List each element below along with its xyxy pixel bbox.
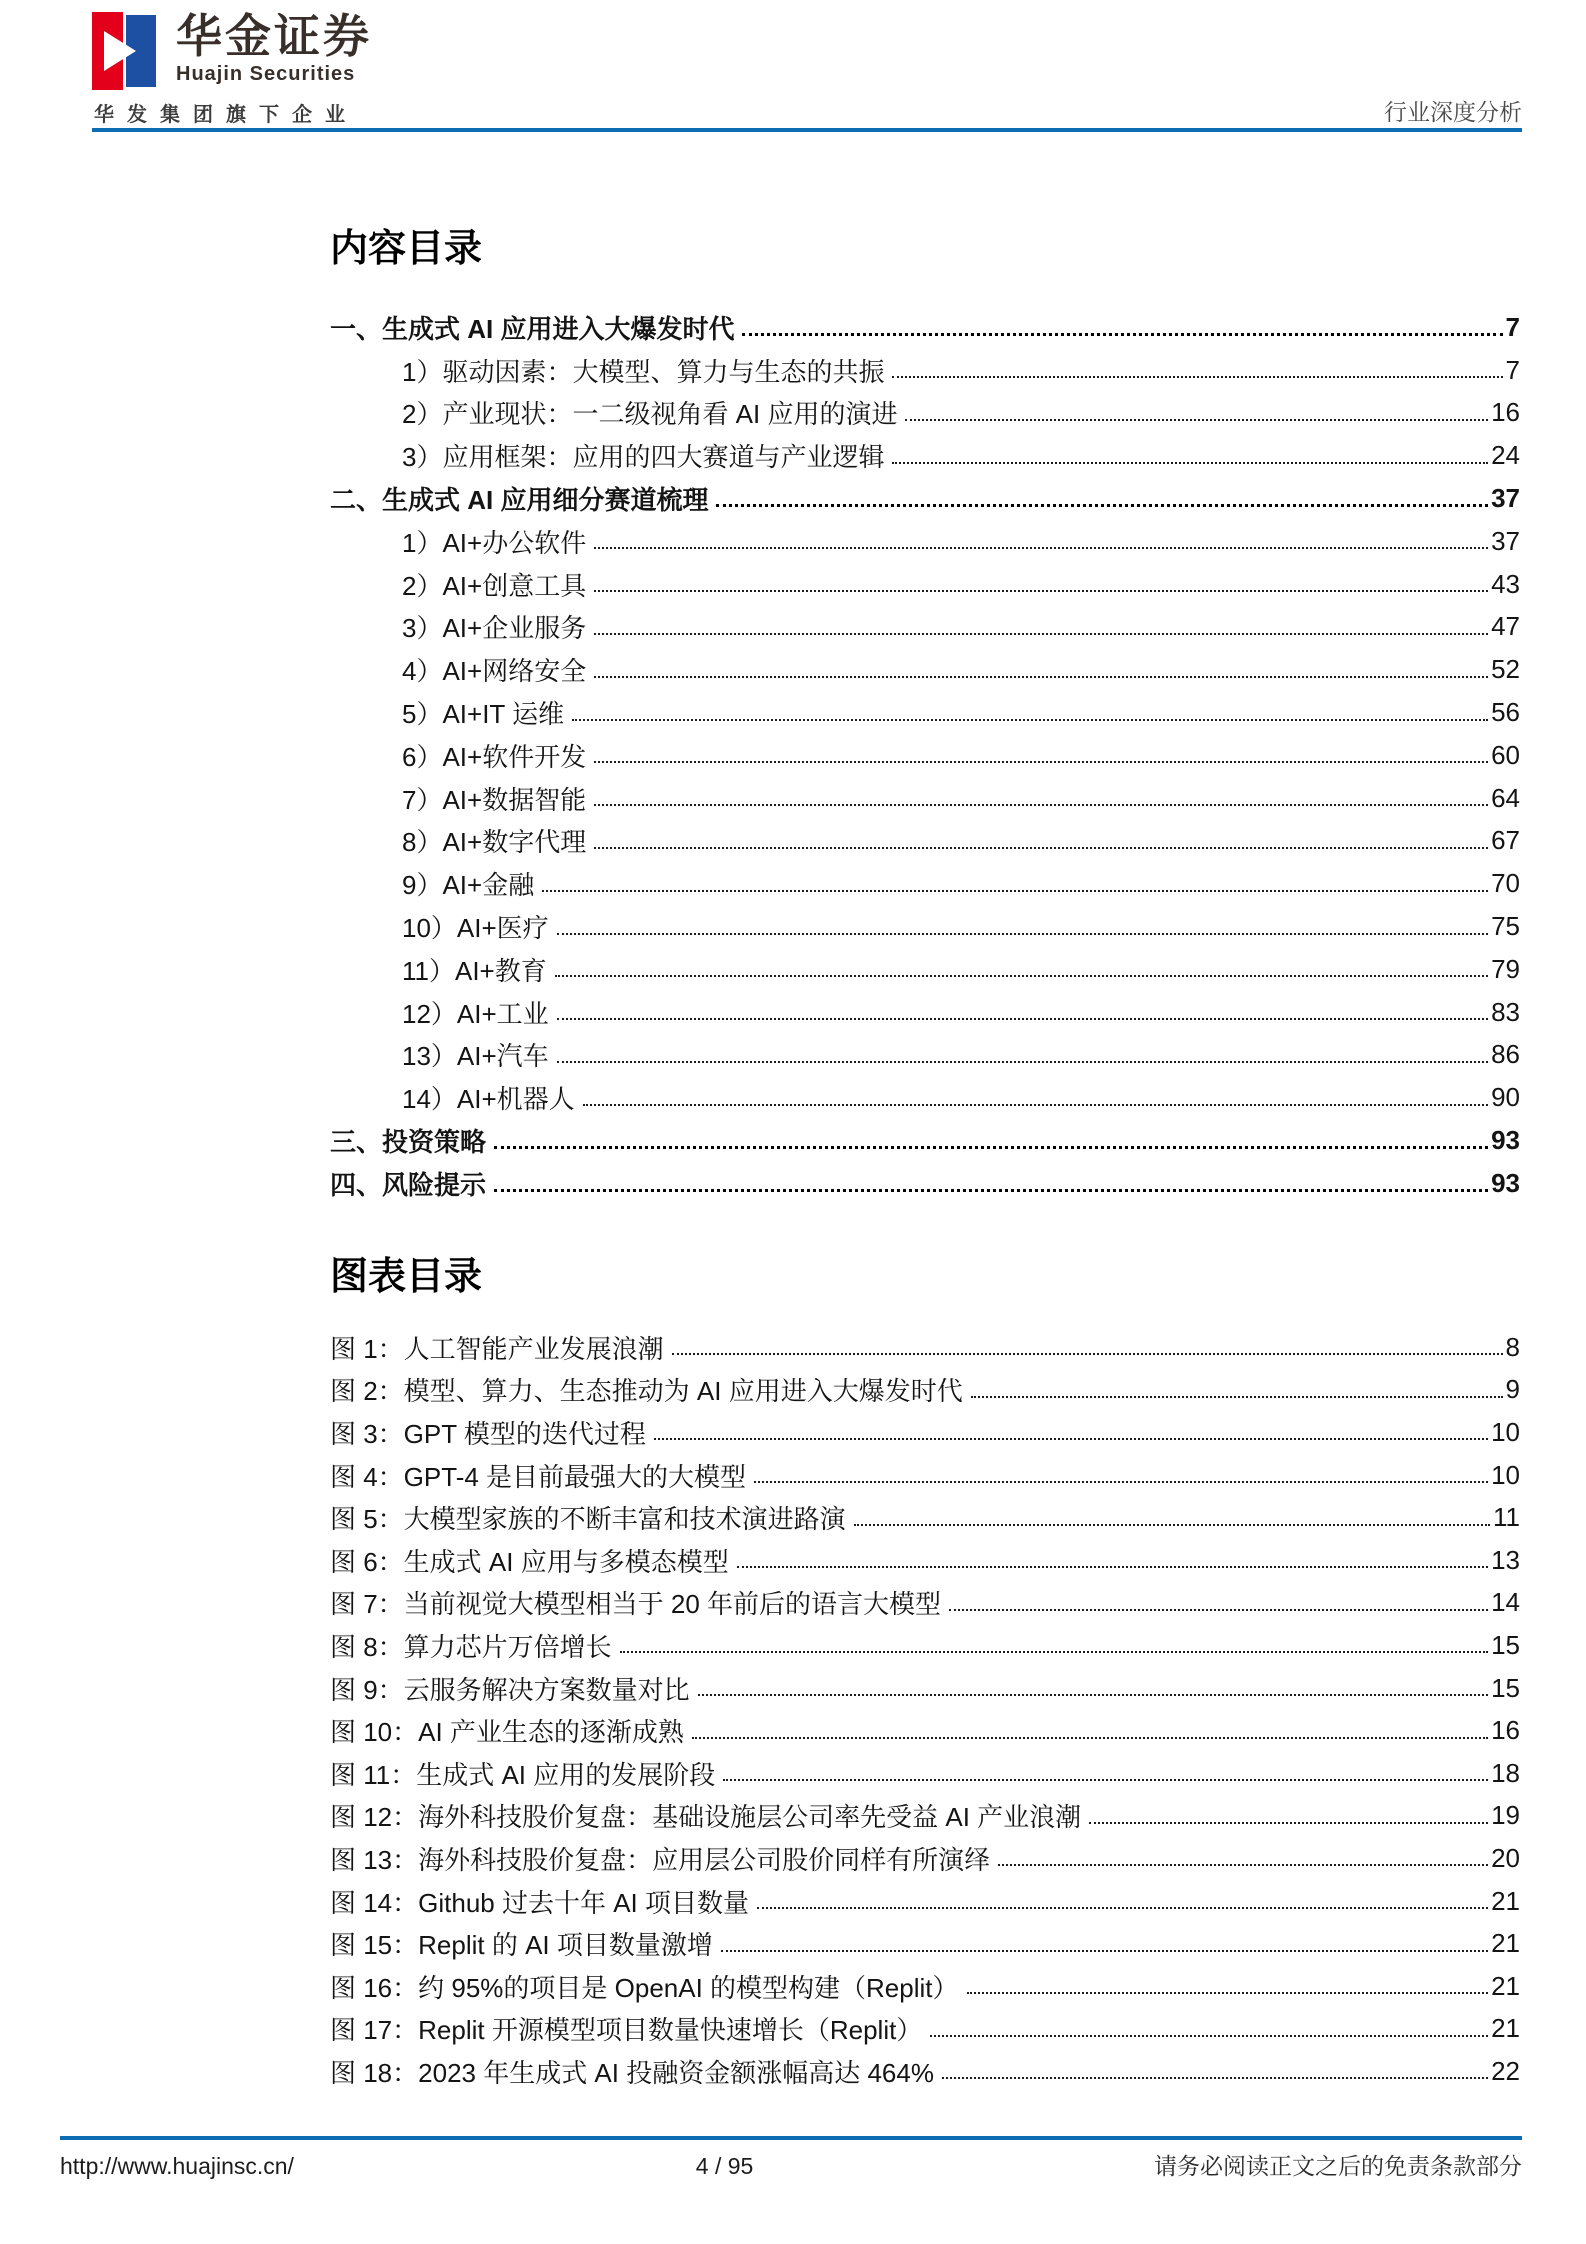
- toc-entry-page: 83: [1491, 996, 1520, 1027]
- dot-leader: [494, 1189, 1488, 1192]
- logo-wordmark: [176, 12, 372, 86]
- toc-entry-label: 6）AI+软件开发: [402, 741, 587, 772]
- toc-entry-label: 1）AI+办公软件: [402, 527, 587, 558]
- dot-leader: [942, 2077, 1488, 2079]
- figure-entry-label: 图 9：云服务解决方案数量对比: [330, 1674, 690, 1705]
- figure-entry-page: 21: [1491, 1928, 1520, 1959]
- footer-divider: [60, 2136, 1522, 2140]
- dot-leader: [620, 1651, 1488, 1653]
- table-of-contents: [330, 226, 1520, 1205]
- company-url-link[interactable]: http://www.huajinsc.cn/: [60, 2153, 294, 2179]
- dot-leader: [692, 1737, 1488, 1739]
- dot-leader: [594, 676, 1488, 678]
- dot-leader: [967, 1992, 1489, 1994]
- toc-entry[interactable]: [330, 306, 1520, 349]
- figure-entry-label: 图 14：Github 过去十年 AI 项目数量: [330, 1887, 749, 1918]
- toc-entry-label: 3）应用框架：应用的四大赛道与产业逻辑: [402, 442, 885, 473]
- figure-entry-label: 图 7：当前视觉大模型相当于 20 年前后的语言大模型: [330, 1589, 942, 1620]
- toc-entry[interactable]: [330, 777, 1520, 820]
- logo-arrow-icon: [104, 31, 136, 71]
- figure-entry[interactable]: [330, 1795, 1520, 1838]
- dot-leader: [594, 804, 1488, 806]
- dot-leader: [892, 376, 1502, 378]
- figure-entry[interactable]: [330, 1539, 1520, 1582]
- figure-list: [330, 1326, 1520, 2093]
- figure-entry-page: 20: [1491, 1842, 1520, 1873]
- figure-entry-label: 图 15：Replit 的 AI 项目数量激增: [330, 1930, 713, 1961]
- dot-leader: [555, 975, 1488, 977]
- dot-leader: [737, 1566, 1488, 1568]
- dot-leader: [557, 1018, 1488, 1020]
- figure-entry-page: 22: [1491, 2055, 1520, 2086]
- figure-entry-page: 14: [1491, 1587, 1520, 1618]
- figure-entry-label: 图 2：模型、算力、生态推动为 AI 应用进入大爆发时代: [330, 1376, 963, 1407]
- disclaimer-note: 请务必阅读正文之后的免责条款部分: [1154, 2153, 1522, 2179]
- figure-entry-page: 15: [1491, 1672, 1520, 1703]
- figure-entry-label: 图 6：生成式 AI 应用与多模态模型: [330, 1546, 729, 1577]
- toc-entry-page: 37: [1491, 483, 1520, 514]
- figure-entry[interactable]: [330, 1752, 1520, 1795]
- toc-entry-label: 3）AI+企业服务: [402, 613, 587, 644]
- toc-entry-label: 1）驱动因素：大模型、算力与生态的共振: [402, 356, 885, 387]
- toc-entry-page: 7: [1505, 311, 1520, 342]
- figure-entry[interactable]: [330, 1837, 1520, 1880]
- toc-entry[interactable]: [330, 948, 1520, 991]
- toc-list: [330, 306, 1520, 1205]
- toc-entry-page: 43: [1491, 568, 1520, 599]
- dot-leader: [949, 1609, 1488, 1611]
- figure-entry[interactable]: [330, 1454, 1520, 1497]
- dot-leader: [892, 462, 1488, 464]
- toc-entry[interactable]: [330, 648, 1520, 691]
- toc-entry[interactable]: [330, 1076, 1520, 1119]
- toc-entry-page: 24: [1491, 440, 1520, 471]
- dot-leader: [494, 1146, 1488, 1149]
- figure-list-title: 图表目录: [330, 1256, 483, 1298]
- toc-entry-page: 52: [1491, 654, 1520, 685]
- figure-entry-page: 18: [1491, 1757, 1520, 1788]
- dot-leader: [594, 590, 1488, 592]
- dot-leader: [757, 1907, 1488, 1909]
- toc-entry-page: 37: [1491, 525, 1520, 556]
- figure-entry-page: 9: [1505, 1374, 1520, 1405]
- toc-entry[interactable]: [330, 606, 1520, 649]
- dot-leader: [594, 633, 1488, 635]
- toc-entry-label: 9）AI+金融: [402, 870, 535, 901]
- toc-entry[interactable]: [330, 1162, 1520, 1205]
- figure-entry-page: 10: [1491, 1459, 1520, 1490]
- header-divider: [92, 128, 1522, 132]
- toc-entry-page: 70: [1491, 868, 1520, 899]
- page-number: 4 / 95: [695, 2153, 754, 2179]
- figure-entry-label: 图 3：GPT 模型的迭代过程: [330, 1418, 646, 1449]
- toc-entry-page: 56: [1491, 697, 1520, 728]
- toc-entry-page: 79: [1491, 953, 1520, 984]
- figure-entry[interactable]: [330, 2050, 1520, 2093]
- dot-leader: [557, 933, 1488, 935]
- toc-entry-label: 5）AI+IT 运维: [402, 699, 565, 730]
- figure-entry-page: 15: [1491, 1629, 1520, 1660]
- dot-leader: [1089, 1822, 1488, 1824]
- toc-entry-label: 8）AI+数字代理: [402, 827, 587, 858]
- dot-leader: [905, 419, 1488, 421]
- toc-entry-page: 75: [1491, 911, 1520, 942]
- toc-entry-label: 12）AI+工业: [402, 998, 549, 1029]
- figure-entry[interactable]: [330, 1411, 1520, 1454]
- dot-leader: [854, 1524, 1490, 1526]
- toc-entry-label: 二、生成式 AI 应用细分赛道梳理: [330, 485, 709, 516]
- figure-entry-page: 10: [1491, 1416, 1520, 1447]
- figure-list-section: [330, 1254, 1520, 2093]
- toc-entry-label: 4）AI+网络安全: [402, 656, 587, 687]
- figure-entry-label: 图 13：海外科技股价复盘：应用层公司股价同样有所演绎: [330, 1844, 991, 1875]
- toc-entry[interactable]: [330, 691, 1520, 734]
- toc-entry[interactable]: [330, 820, 1520, 863]
- toc-entry-page: 67: [1491, 825, 1520, 856]
- toc-entry-label: 三、投资策略: [330, 1127, 487, 1158]
- figure-entry-label: 图 10：AI 产业生态的逐渐成熟: [330, 1717, 684, 1748]
- figure-entry-page: 21: [1491, 2013, 1520, 2044]
- dot-leader: [998, 1864, 1488, 1866]
- toc-entry[interactable]: [330, 520, 1520, 563]
- dot-leader: [542, 890, 1488, 892]
- dot-leader: [594, 847, 1488, 849]
- report-type-label: 行业深度分析: [1384, 99, 1522, 125]
- toc-entry[interactable]: [330, 1034, 1520, 1077]
- figure-entry-label: 图 18：2023 年生成式 AI 投融资金额涨幅高达 464%: [330, 2057, 934, 2088]
- figure-entry[interactable]: [330, 1709, 1520, 1752]
- figure-entry-page: 19: [1491, 1800, 1520, 1831]
- figure-entry[interactable]: [330, 1922, 1520, 1965]
- figure-entry[interactable]: [330, 1880, 1520, 1923]
- figure-entry-label: 图 16：约 95%的项目是 OpenAI 的模型构建（Replit）: [330, 1972, 959, 2003]
- toc-entry-label: 11）AI+教育: [402, 955, 547, 986]
- dot-leader: [698, 1694, 1488, 1696]
- dot-leader: [723, 1779, 1488, 1781]
- toc-entry-label: 四、风险提示: [330, 1169, 487, 1200]
- page-footer: [60, 2148, 1522, 2181]
- dot-leader: [654, 1438, 1488, 1440]
- company-tagline: 华发集团旗下企业: [94, 104, 358, 126]
- toc-entry-page: 16: [1491, 397, 1520, 428]
- toc-entry[interactable]: [330, 1119, 1520, 1162]
- figure-entry-label: 图 4：GPT-4 是目前最强大的大模型: [330, 1461, 747, 1492]
- toc-entry-label: 14）AI+机器人: [402, 1084, 575, 1115]
- figure-entry-page: 16: [1491, 1715, 1520, 1746]
- toc-entry[interactable]: [330, 563, 1520, 606]
- figure-entry-label: 图 1：人工智能产业发展浪潮: [330, 1333, 664, 1364]
- toc-entry-page: 47: [1491, 611, 1520, 642]
- header-logo-block: [92, 12, 372, 90]
- figure-entry-label: 图 11：生成式 AI 应用的发展阶段: [330, 1759, 716, 1790]
- figure-entry-label: 图 8：算力芯片万倍增长: [330, 1631, 612, 1662]
- toc-entry-label: 2）产业现状：一二级视角看 AI 应用的演进: [402, 399, 898, 430]
- toc-entry[interactable]: [330, 392, 1520, 435]
- figure-entry[interactable]: [330, 1965, 1520, 2008]
- dot-leader: [672, 1353, 1503, 1355]
- figure-entry[interactable]: [330, 2008, 1520, 2051]
- toc-entry-label: 7）AI+数据智能: [402, 784, 587, 815]
- toc-entry-page: 93: [1491, 1125, 1520, 1156]
- dot-leader: [594, 761, 1488, 763]
- toc-entry-page: 93: [1491, 1167, 1520, 1198]
- figure-entry-label: 图 5：大模型家族的不断丰富和技术演进路演: [330, 1504, 846, 1535]
- figure-entry-page: 21: [1491, 1970, 1520, 2001]
- toc-entry-page: 7: [1505, 354, 1520, 385]
- logo-english-name: Huajin Securities: [176, 63, 356, 85]
- dot-leader: [930, 2035, 1488, 2037]
- toc-entry-label: 2）AI+创意工具: [402, 570, 587, 601]
- figure-entry-page: 11: [1493, 1502, 1520, 1533]
- figure-entry-page: 21: [1491, 1885, 1520, 1916]
- toc-entry-label: 一、生成式 AI 应用进入大爆发时代: [330, 313, 735, 344]
- figure-entry[interactable]: [330, 1496, 1520, 1539]
- figure-entry-page: 8: [1505, 1331, 1520, 1362]
- figure-entry-page: 13: [1491, 1544, 1520, 1575]
- figure-entry-label: 图 12：海外科技股价复盘：基础设施层公司率先受益 AI 产业浪潮: [330, 1802, 1082, 1833]
- toc-entry-page: 60: [1491, 739, 1520, 770]
- toc-title: 内容目录: [330, 228, 483, 270]
- toc-entry[interactable]: [330, 734, 1520, 777]
- toc-entry[interactable]: [330, 905, 1520, 948]
- dot-leader: [742, 333, 1502, 336]
- dot-leader: [754, 1481, 1488, 1483]
- dot-leader: [557, 1061, 1488, 1063]
- toc-entry[interactable]: [330, 477, 1520, 520]
- figure-entry-label: 图 17：Replit 开源模型项目数量快速增长（Replit）: [330, 2015, 923, 2046]
- figure-entry[interactable]: [330, 1667, 1520, 1710]
- dot-leader: [583, 1104, 1488, 1106]
- toc-entry-page: 90: [1491, 1082, 1520, 1113]
- toc-entry[interactable]: [330, 991, 1520, 1034]
- figure-entry[interactable]: [330, 1582, 1520, 1625]
- dot-leader: [971, 1396, 1503, 1398]
- toc-entry-label: 13）AI+汽车: [402, 1041, 549, 1072]
- figure-entry[interactable]: [330, 1624, 1520, 1667]
- figure-entry[interactable]: [330, 1369, 1520, 1412]
- dot-leader: [721, 1950, 1488, 1952]
- dot-leader: [716, 504, 1488, 507]
- dot-leader: [594, 547, 1488, 549]
- toc-entry[interactable]: [330, 862, 1520, 905]
- dot-leader: [572, 719, 1488, 721]
- toc-entry[interactable]: [330, 434, 1520, 477]
- logo-chinese-name: 华金证券: [176, 10, 372, 62]
- toc-entry-label: 10）AI+医疗: [402, 913, 549, 944]
- toc-entry-page: 64: [1491, 782, 1520, 813]
- figure-entry[interactable]: [330, 1326, 1520, 1369]
- toc-entry-page: 86: [1491, 1039, 1520, 1070]
- toc-entry[interactable]: [330, 349, 1520, 392]
- huajin-logo-icon: [92, 12, 156, 90]
